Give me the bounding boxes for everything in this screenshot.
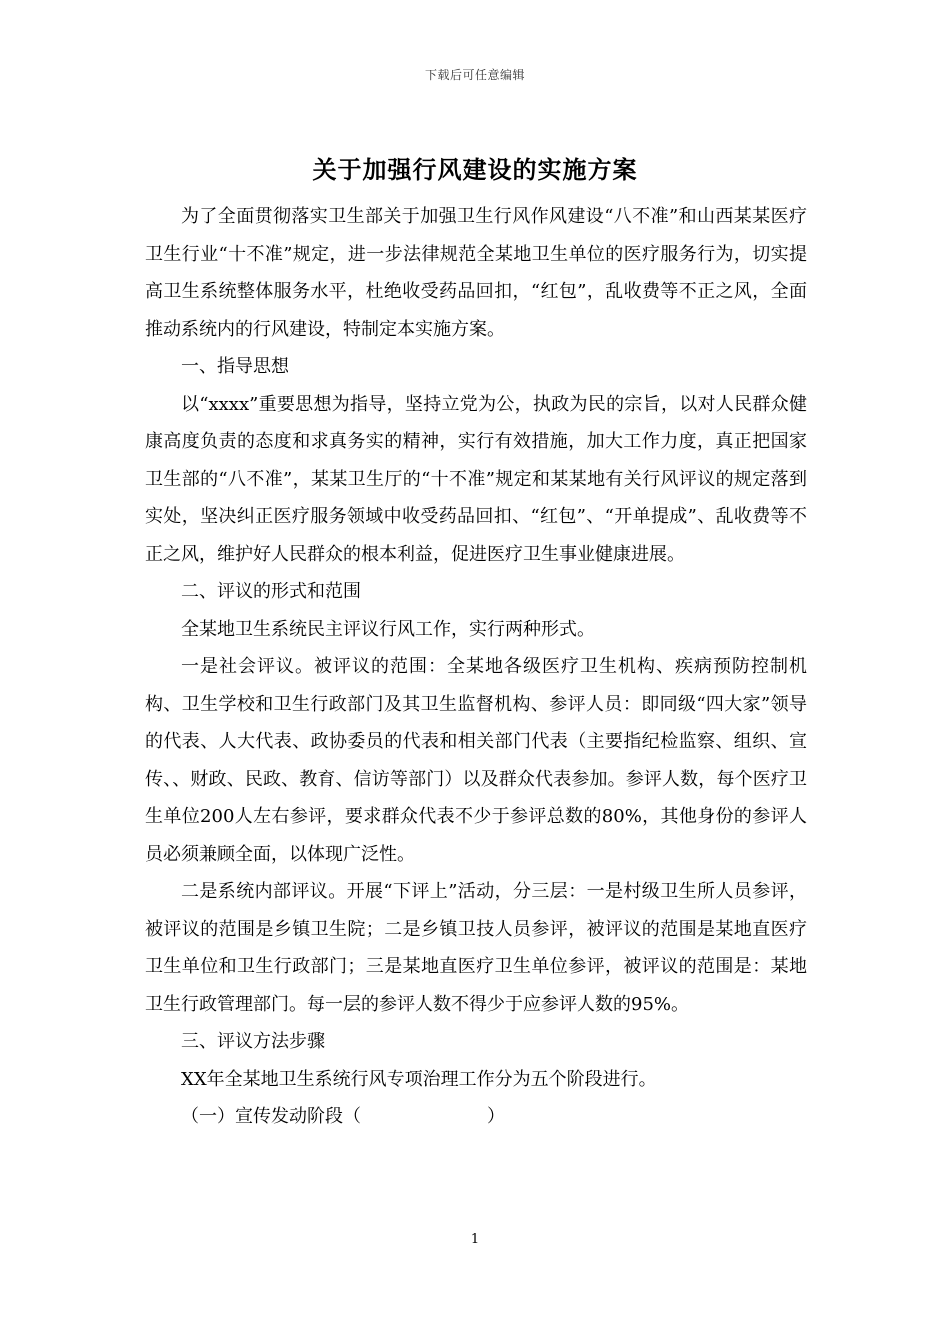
guiding-ideology-paragraph: 以“xxxx”重要思想为指导，坚持立党为公，执政为民的宗旨，以对人民群众健康高度负责的态度和求真务实的精神，实行有效措施，加大工作力度，真正把国家卫生部的“八不准”，某某卫生厅的“十不准”规定和某某地有关行风评议的规定落到实处，坚决纠正医疗服务领域中收受药品回扣、“红包”、“开单提成”、乱收费等不正之风，维护好人民群众的根本利益，促进医疗卫生事业健康进展。 <box>145 393 807 565</box>
page-number: 1 <box>470 1232 480 1247</box>
document-body <box>145 198 807 1136</box>
section-heading-form-and-scope: 二、评议的形式和范围 <box>181 581 361 602</box>
section-heading-methods-steps: 三、评议方法步骤 <box>181 1031 325 1052</box>
document-title: 关于加强行风建设的实施方案 <box>312 155 638 184</box>
social-review-paragraph: 一是社会评议。被评议的范围：全某地各级医疗卫生机构、疾病预防控制机构、卫生学校和卫生行政部门及其卫生监督机构、参评人员：即同级“四大家”领导的代表、人大代表、政协委员的代表和相关部门代表（主要指纪检监察、组织、宣传、、财政、民政、教育、信访等部门）以及群众代表参加。参评人数，每个医疗卫生单位200人左右参评，要求群众代表不少于参评总数的80%，其他身份的参评人员必须兼顾全面，以体现广泛性。 <box>145 656 807 865</box>
section-heading-guiding-ideology: 一、指导思想 <box>181 356 289 377</box>
form-and-scope-paragraph: 全某地卫生系统民主评议行风工作，实行两种形式。 <box>181 618 595 640</box>
internal-review-paragraph: 二是系统内部评议。开展“下评上”活动，分三层：一是村级卫生所人员参评，被评议的范围是乡镇卫生院；二是乡镇卫技人员参评，被评议的范围是某地直医疗卫生单位和卫生行政部门；三是某地直医疗卫生单位参评，被评议的范围是：某地卫生行政管理部门。每一层的参评人数不得少于应参评人数的95%。 <box>145 881 807 1015</box>
methods-steps-paragraph: XX年全某地卫生系统行风专项治理工作分为五个阶段进行。 <box>181 1068 657 1090</box>
subsection-heading-publicity-stage: （一）宣传发动阶段（ ） <box>181 1106 505 1127</box>
intro-paragraph: 为了全面贯彻落实卫生部关于加强卫生行风作风建设“八不准”和山西某某医疗卫生行业“十不准”规定，进一步法律规范全某地卫生单位的医疗服务行为，切实提高卫生系统整体服务水平，杜绝收受药品回扣，“红包”，乱收费等不正之风，全面推动系统内的行风建设，特制定本实施方案。 <box>145 206 807 340</box>
header-note: 下载后可任意编辑 <box>424 68 525 82</box>
